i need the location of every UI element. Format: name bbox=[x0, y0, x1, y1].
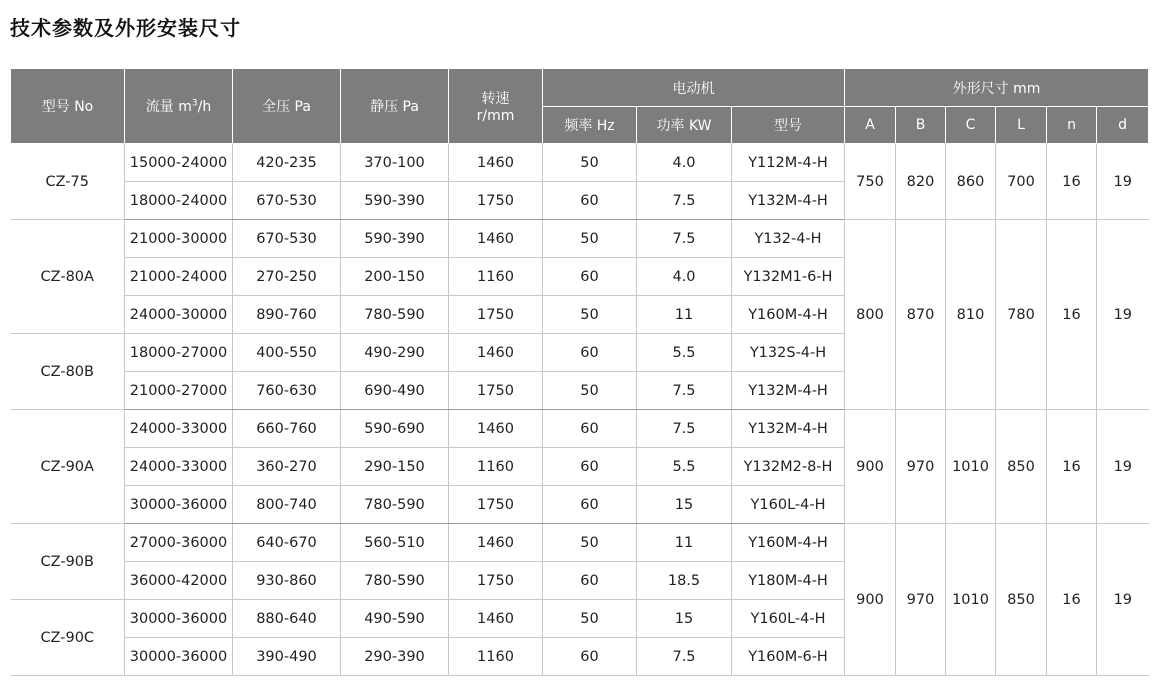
dim-l-cell: 780 bbox=[996, 220, 1047, 410]
static-pressure-cell: 200-150 bbox=[341, 258, 449, 296]
flow-cell: 24000-30000 bbox=[125, 296, 233, 334]
header-speed-line1: 转速 bbox=[481, 91, 510, 107]
header-speed bbox=[449, 69, 543, 144]
full-pressure-cell: 420-235 bbox=[233, 144, 341, 182]
dim-d-cell: 19 bbox=[1097, 144, 1149, 220]
freq-cell: 50 bbox=[543, 220, 637, 258]
speed-cell: 1750 bbox=[449, 296, 543, 334]
power-cell: 5.5 bbox=[637, 334, 732, 372]
motor-model-cell: Y180M-4-H bbox=[732, 562, 845, 600]
speed-cell: 1460 bbox=[449, 334, 543, 372]
table-row bbox=[11, 144, 1149, 182]
table-row bbox=[11, 524, 1149, 562]
freq-cell: 60 bbox=[543, 448, 637, 486]
motor-model-cell: Y160L-4-H bbox=[732, 486, 845, 524]
dim-n-cell: 16 bbox=[1047, 524, 1097, 676]
model-cell: CZ-90B bbox=[11, 524, 125, 600]
dim-n-cell: 16 bbox=[1047, 410, 1097, 524]
power-cell: 7.5 bbox=[637, 220, 732, 258]
full-pressure-cell: 640-670 bbox=[233, 524, 341, 562]
speed-cell: 1750 bbox=[449, 486, 543, 524]
dim-l-cell: 850 bbox=[996, 524, 1047, 676]
static-pressure-cell: 490-290 bbox=[341, 334, 449, 372]
dim-a-cell: 900 bbox=[845, 410, 896, 524]
full-pressure-cell: 270-250 bbox=[233, 258, 341, 296]
header-model: 型号 No bbox=[11, 69, 125, 144]
power-cell: 4.0 bbox=[637, 144, 732, 182]
dim-n-cell: 16 bbox=[1047, 220, 1097, 410]
static-pressure-cell: 690-490 bbox=[341, 372, 449, 410]
dim-c-cell: 810 bbox=[946, 220, 996, 410]
header-dims: 外形尺寸 mm bbox=[845, 69, 1149, 107]
static-pressure-cell: 590-690 bbox=[341, 410, 449, 448]
speed-cell: 1460 bbox=[449, 220, 543, 258]
static-pressure-cell: 780-590 bbox=[341, 562, 449, 600]
dim-n-cell: 16 bbox=[1047, 144, 1097, 220]
flow-cell: 21000-24000 bbox=[125, 258, 233, 296]
static-pressure-cell: 780-590 bbox=[341, 486, 449, 524]
full-pressure-cell: 660-760 bbox=[233, 410, 341, 448]
dim-a-cell: 900 bbox=[845, 524, 896, 676]
header-motor-model: 型号 bbox=[732, 107, 845, 144]
table-row bbox=[11, 410, 1149, 448]
freq-cell: 50 bbox=[543, 144, 637, 182]
static-pressure-cell: 780-590 bbox=[341, 296, 449, 334]
flow-cell: 30000-36000 bbox=[125, 600, 233, 638]
speed-cell: 1160 bbox=[449, 258, 543, 296]
dim-d-cell: 19 bbox=[1097, 410, 1149, 524]
static-pressure-cell: 290-150 bbox=[341, 448, 449, 486]
model-cell: CZ-75 bbox=[11, 144, 125, 220]
speed-cell: 1460 bbox=[449, 410, 543, 448]
full-pressure-cell: 360-270 bbox=[233, 448, 341, 486]
power-cell: 7.5 bbox=[637, 372, 732, 410]
header-motor: 电动机 bbox=[543, 69, 845, 107]
freq-cell: 60 bbox=[543, 638, 637, 676]
speed-cell: 1460 bbox=[449, 144, 543, 182]
freq-cell: 60 bbox=[543, 182, 637, 220]
model-cell: CZ-90A bbox=[11, 410, 125, 524]
static-pressure-cell: 590-390 bbox=[341, 182, 449, 220]
flow-cell: 21000-27000 bbox=[125, 372, 233, 410]
header-full-pressure: 全压 Pa bbox=[233, 69, 341, 144]
freq-cell: 60 bbox=[543, 562, 637, 600]
header-dim-a: A bbox=[845, 107, 896, 144]
dim-a-cell: 750 bbox=[845, 144, 896, 220]
table-row bbox=[11, 220, 1149, 258]
static-pressure-cell: 490-590 bbox=[341, 600, 449, 638]
full-pressure-cell: 760-630 bbox=[233, 372, 341, 410]
model-cell: CZ-80A bbox=[11, 220, 125, 334]
dim-l-cell: 850 bbox=[996, 410, 1047, 524]
dim-b-cell: 870 bbox=[896, 220, 946, 410]
power-cell: 11 bbox=[637, 296, 732, 334]
spec-table bbox=[10, 68, 1149, 676]
power-cell: 11 bbox=[637, 524, 732, 562]
dim-b-cell: 820 bbox=[896, 144, 946, 220]
speed-cell: 1750 bbox=[449, 182, 543, 220]
static-pressure-cell: 560-510 bbox=[341, 524, 449, 562]
dim-d-cell: 19 bbox=[1097, 220, 1149, 410]
header-speed-line2: r/mm bbox=[476, 108, 515, 124]
header-dim-n: n bbox=[1047, 107, 1097, 144]
motor-model-cell: Y132-4-H bbox=[732, 220, 845, 258]
freq-cell: 60 bbox=[543, 258, 637, 296]
static-pressure-cell: 590-390 bbox=[341, 220, 449, 258]
dim-c-cell: 1010 bbox=[946, 524, 996, 676]
flow-cell: 27000-36000 bbox=[125, 524, 233, 562]
header-flow: 流量 $m^3/h$ bbox=[125, 69, 233, 144]
freq-cell: 60 bbox=[543, 334, 637, 372]
motor-model-cell: Y160M-4-H bbox=[732, 524, 845, 562]
model-cell: CZ-80B bbox=[11, 334, 125, 410]
flow-cell: 18000-24000 bbox=[125, 182, 233, 220]
page-title: 技术参数及外形安装尺寸 bbox=[10, 16, 241, 40]
motor-model-cell: Y132M2-8-H bbox=[732, 448, 845, 486]
full-pressure-cell: 400-550 bbox=[233, 334, 341, 372]
dim-b-cell: 970 bbox=[896, 410, 946, 524]
header-dim-c: C bbox=[946, 107, 996, 144]
flow-cell: 15000-24000 bbox=[125, 144, 233, 182]
motor-model-cell: Y132M-4-H bbox=[732, 372, 845, 410]
flow-cell: 36000-42000 bbox=[125, 562, 233, 600]
freq-cell: 50 bbox=[543, 600, 637, 638]
dim-c-cell: 1010 bbox=[946, 410, 996, 524]
motor-model-cell: Y132S-4-H bbox=[732, 334, 845, 372]
header-motor-freq: 频率 Hz bbox=[543, 107, 637, 144]
header-motor-power: 功率 KW bbox=[637, 107, 732, 144]
speed-cell: 1160 bbox=[449, 638, 543, 676]
motor-model-cell: Y160M-4-H bbox=[732, 296, 845, 334]
motor-model-cell: Y112M-4-H bbox=[732, 144, 845, 182]
full-pressure-cell: 930-860 bbox=[233, 562, 341, 600]
dim-d-cell: 19 bbox=[1097, 524, 1149, 676]
full-pressure-cell: 890-760 bbox=[233, 296, 341, 334]
flow-cell: 24000-33000 bbox=[125, 410, 233, 448]
motor-model-cell: Y132M-4-H bbox=[732, 182, 845, 220]
static-pressure-cell: 370-100 bbox=[341, 144, 449, 182]
dim-l-cell: 700 bbox=[996, 144, 1047, 220]
power-cell: 7.5 bbox=[637, 182, 732, 220]
header-dim-d: d bbox=[1097, 107, 1149, 144]
flow-cell: 30000-36000 bbox=[125, 486, 233, 524]
flow-cell: 24000-33000 bbox=[125, 448, 233, 486]
header-static-pressure: 静压 Pa bbox=[341, 69, 449, 144]
dim-a-cell: 800 bbox=[845, 220, 896, 410]
power-cell: 7.5 bbox=[637, 410, 732, 448]
speed-cell: 1460 bbox=[449, 524, 543, 562]
full-pressure-cell: 670-530 bbox=[233, 182, 341, 220]
speed-cell: 1750 bbox=[449, 372, 543, 410]
speed-cell: 1460 bbox=[449, 600, 543, 638]
motor-model-cell: Y160L-4-H bbox=[732, 600, 845, 638]
speed-cell: 1750 bbox=[449, 562, 543, 600]
power-cell: 15 bbox=[637, 600, 732, 638]
header-dim-l: L bbox=[996, 107, 1047, 144]
power-cell: 5.5 bbox=[637, 448, 732, 486]
flow-cell: 18000-27000 bbox=[125, 334, 233, 372]
motor-model-cell: Y132M1-6-H bbox=[732, 258, 845, 296]
power-cell: 15 bbox=[637, 486, 732, 524]
freq-cell: 50 bbox=[543, 524, 637, 562]
motor-model-cell: Y132M-4-H bbox=[732, 410, 845, 448]
full-pressure-cell: 670-530 bbox=[233, 220, 341, 258]
power-cell: 18.5 bbox=[637, 562, 732, 600]
motor-model-cell: Y160M-6-H bbox=[732, 638, 845, 676]
power-cell: 7.5 bbox=[637, 638, 732, 676]
freq-cell: 50 bbox=[543, 296, 637, 334]
freq-cell: 50 bbox=[543, 372, 637, 410]
static-pressure-cell: 290-390 bbox=[341, 638, 449, 676]
speed-cell: 1160 bbox=[449, 448, 543, 486]
full-pressure-cell: 800-740 bbox=[233, 486, 341, 524]
dim-b-cell: 970 bbox=[896, 524, 946, 676]
full-pressure-cell: 880-640 bbox=[233, 600, 341, 638]
freq-cell: 60 bbox=[543, 410, 637, 448]
flow-cell: 21000-30000 bbox=[125, 220, 233, 258]
power-cell: 4.0 bbox=[637, 258, 732, 296]
flow-cell: 30000-36000 bbox=[125, 638, 233, 676]
full-pressure-cell: 390-490 bbox=[233, 638, 341, 676]
model-cell: CZ-90C bbox=[11, 600, 125, 676]
freq-cell: 60 bbox=[543, 486, 637, 524]
header-dim-b: B bbox=[896, 107, 946, 144]
dim-c-cell: 860 bbox=[946, 144, 996, 220]
